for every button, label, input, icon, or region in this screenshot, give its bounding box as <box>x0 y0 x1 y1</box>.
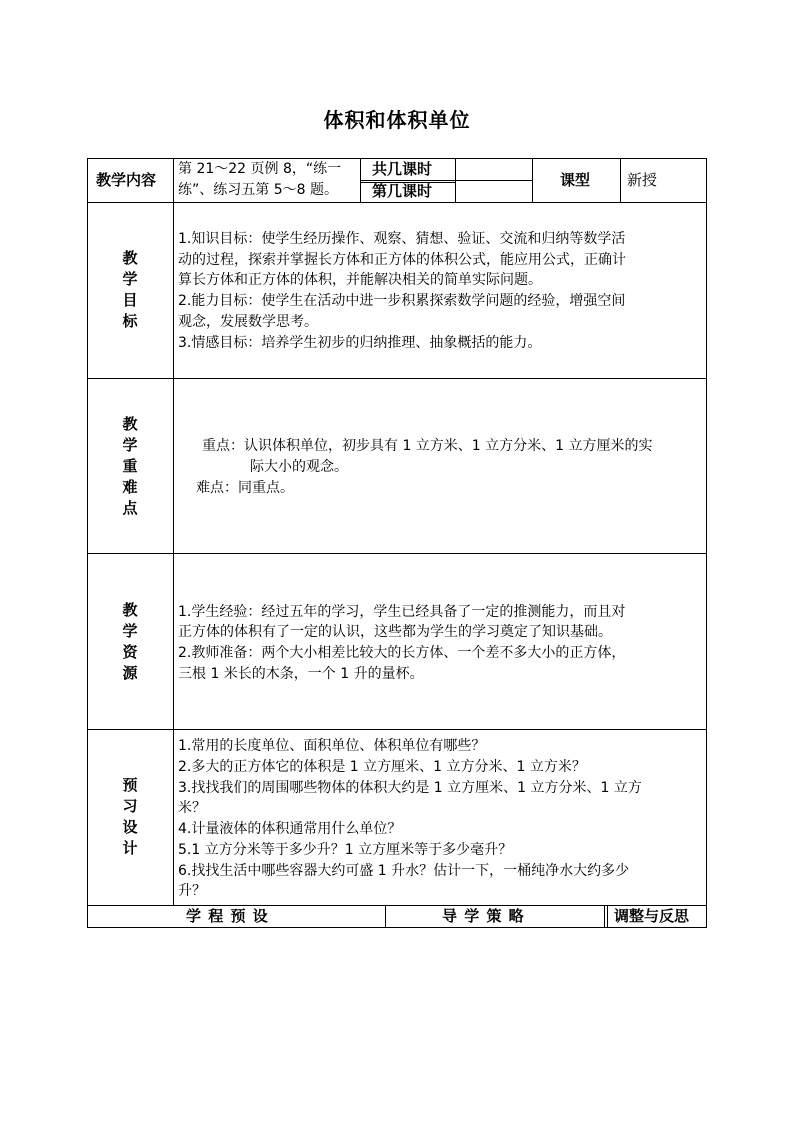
total-lessons-label: 共几课时 <box>372 160 433 178</box>
objective-line: 算长方体和正方体的体积，并能解决相关的简单实际问题。 <box>178 272 542 288</box>
objective-line: 观念，发展数学思考。 <box>178 314 318 330</box>
objective-line: 1.知识目标：使学生经历操作、观察、猜想、验证、交流和归纳等数学活 <box>178 231 626 247</box>
objectives-label: 教 学 目 标 <box>122 249 138 330</box>
lesson-number-label: 第几课时 <box>372 182 433 200</box>
content-text-line2: 练”、练习五第 5～8 题。 <box>178 182 338 198</box>
footer-guidance-strategy: 导 学 策 略 <box>442 907 525 925</box>
lesson-type-label: 课型 <box>560 171 591 189</box>
preview-line: 6.找找生活中哪些容器大约可盛 1 升水？估计一下，一桶纯净水大约多少 <box>178 863 630 879</box>
preview-label: 预 习 设 计 <box>122 776 138 857</box>
difficult-point-text: 难点：同重点。 <box>196 480 294 496</box>
objective-line: 2.能力目标：使学生在活动中进一步积累探索数学问题的经验，增强空间 <box>178 293 626 309</box>
lesson-type-value: 新授 <box>627 171 658 189</box>
content-text-line1: 第 21～22 页例 8，“练一 <box>178 161 342 177</box>
page-title: 体积和体积单位 <box>323 108 471 132</box>
preview-line: 2.多大的正方体它的体积是 1 立方厘米、1 立方分米、1 立方米？ <box>178 759 586 775</box>
resources-label: 教 学 资 源 <box>122 601 138 682</box>
content-label: 教学内容 <box>96 171 157 189</box>
key-points-label: 教 学 重 难 点 <box>122 415 138 517</box>
resource-line: 三根 1 米长的木条，一个 1 升的量杯。 <box>178 666 424 682</box>
resource-line: 2.教师准备：两个大小相差比较大的长方体、一个差不多大小的正方体， <box>178 645 626 661</box>
preview-line: 米？ <box>178 800 206 816</box>
resource-line: 1.学生经验：经过五年的学习，学生已经具备了一定的推测能力，而且对 <box>178 604 626 620</box>
objective-line: 动的过程，探索并掌握长方体和正方体的体积公式，能应用公式，正确计 <box>178 252 626 268</box>
objective-line: 3.情感目标：培养学生初步的归纳推理、抽象概括的能力。 <box>178 335 542 351</box>
preview-line: 4.计量液体的体积通常用什么单位？ <box>178 821 402 837</box>
preview-line: 升？ <box>178 883 206 899</box>
preview-line: 1.常用的长度单位、面积单位、体积单位有哪些？ <box>178 738 486 754</box>
preview-line: 3.找找我们的周围哪些物体的体积大约是 1 立方厘米、1 立方分米、1 立方 <box>178 780 642 796</box>
footer-learning-plan: 学 程 预 设 <box>186 907 269 925</box>
resource-line: 正方体的体积有了一定的认识，这些都为学生的学习奠定了知识基础。 <box>178 624 612 640</box>
key-point-text-cont: 际大小的观念。 <box>250 459 348 475</box>
key-point-text: 重点：认识体积单位，初步具有 1 立方米、1 立方分米、1 立方厘米的实 <box>202 438 653 454</box>
footer-adjust-reflect: 调整与反思 <box>614 907 690 925</box>
preview-line: 5.1 立方分米等于多少升？1 立方厘米等于多少毫升？ <box>178 842 513 858</box>
